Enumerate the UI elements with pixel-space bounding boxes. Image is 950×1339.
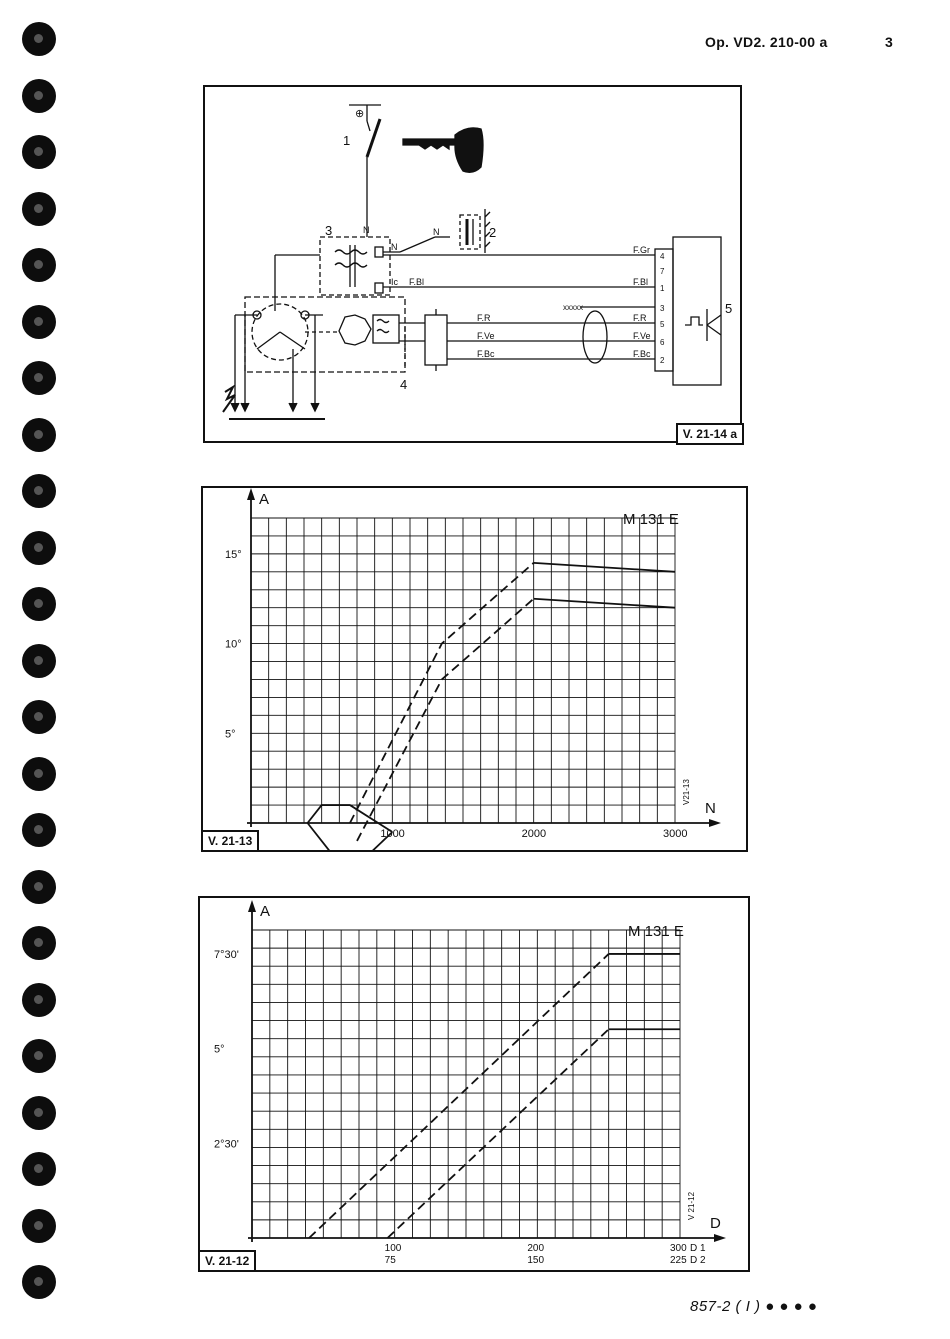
- wire-fve: F.Ve: [477, 331, 495, 341]
- series-line: [309, 954, 609, 1238]
- pin-5: 5: [660, 320, 665, 329]
- label-5: 5: [725, 301, 733, 316]
- binder-hole: [22, 757, 56, 791]
- chart1-ref: V. 21-13: [201, 830, 259, 852]
- pin-6: 6: [660, 338, 665, 347]
- pressure-switch: [460, 215, 480, 249]
- binder-hole: [22, 418, 56, 452]
- wire-n-top: N: [363, 225, 370, 235]
- wiring-diagram: [203, 85, 742, 443]
- binder-hole: [22, 700, 56, 734]
- y-tick-label: 5°: [214, 1043, 225, 1056]
- ignition-module: [673, 237, 721, 385]
- battery-label: ⊕: [355, 108, 365, 120]
- x-tick-label-d2: 225: [670, 1255, 687, 1266]
- wire-n-switch: N: [433, 227, 440, 237]
- x-axis-arrow: [709, 819, 721, 827]
- chart2-svg: [200, 898, 748, 1270]
- binder-hole: [22, 79, 56, 113]
- pin-1: 1: [660, 284, 665, 293]
- label-3: 3: [325, 223, 333, 238]
- x-tick-label: 1000: [380, 828, 405, 840]
- y-tick-label: 7°30': [214, 948, 239, 961]
- model-label: M 131 E: [628, 923, 684, 940]
- binder-hole: [22, 1265, 56, 1299]
- page-number: 3: [885, 34, 893, 50]
- wire-n-coil: N: [391, 242, 398, 252]
- ignition-key-icon: [403, 128, 483, 172]
- series-line: [388, 1029, 609, 1238]
- binder-hole: [22, 587, 56, 621]
- grid: [252, 930, 680, 1238]
- side-reference: V21-13: [682, 779, 691, 805]
- x-tick-label-d1: 100: [384, 1243, 402, 1254]
- y-tick-label: 15°: [225, 548, 242, 561]
- chart1-svg: [203, 488, 746, 850]
- wire-xx: xxxxx: [563, 303, 583, 312]
- binder-hole: [22, 135, 56, 169]
- side-reference: V 21-12: [687, 1191, 696, 1220]
- pickup-rotor: [339, 315, 371, 345]
- pin-7: 7: [660, 267, 665, 276]
- binder-hole: [22, 870, 56, 904]
- connector: [425, 315, 447, 365]
- binder-hole: [22, 644, 56, 678]
- distributor-box: [245, 297, 405, 372]
- binder-hole: [22, 813, 56, 847]
- wire-ic: Ic: [391, 277, 399, 287]
- wire-fr: F.R: [477, 313, 491, 323]
- binder-hole: [22, 305, 56, 339]
- binder-hole: [22, 361, 56, 395]
- pin-2: 2: [660, 356, 665, 365]
- pin-3: 3: [660, 304, 665, 313]
- x-axis-sublabel: D 1: [690, 1243, 706, 1254]
- diagram-ref: V. 21-14 a: [676, 423, 744, 445]
- y-axis-arrow: [248, 900, 256, 912]
- binder-hole: [22, 983, 56, 1017]
- footer-code: 857-2 ( I ) ● ● ● ●: [690, 1298, 818, 1315]
- advance-vs-rpm-chart: [201, 486, 748, 852]
- wire-fgr-right: F.Gr: [633, 245, 650, 255]
- wire-fbl-right: F.Bl: [633, 277, 649, 287]
- wiring-diagram-svg: [205, 87, 740, 441]
- label-4: 4: [400, 377, 408, 392]
- binder-hole: [22, 531, 56, 565]
- grid: [251, 518, 675, 823]
- x-tick-label-d1: 200: [527, 1243, 545, 1254]
- ignition-switch: [367, 119, 380, 157]
- binder-hole: [22, 248, 56, 282]
- shield-loop: [583, 311, 607, 363]
- advance-vs-depression-chart: [198, 896, 750, 1272]
- binder-hole: [22, 1152, 56, 1186]
- x-tick-label: 3000: [663, 828, 688, 840]
- x-axis-sublabel: D 2: [690, 1255, 706, 1266]
- wire-fve-right: F.Ve: [633, 331, 651, 341]
- binder-hole: [22, 192, 56, 226]
- y-axis-label: A: [259, 491, 270, 508]
- x-tick-label-d1: 300: [670, 1243, 687, 1254]
- wire-fbc-right: F.Bc: [633, 349, 651, 359]
- y-axis-label: A: [260, 903, 271, 920]
- x-axis-label: N: [705, 800, 716, 817]
- series-line: [350, 563, 534, 823]
- model-label: M 131 E: [623, 511, 679, 528]
- pin-4: 4: [660, 252, 665, 261]
- chart2-ref: V. 21-12: [198, 1250, 256, 1272]
- y-tick-label: 5°: [225, 728, 236, 741]
- x-axis-arrow: [714, 1234, 726, 1242]
- label-2: 2: [489, 225, 497, 240]
- x-axis-label: D: [710, 1215, 721, 1232]
- binder-hole: [22, 1209, 56, 1243]
- binder-hole: [22, 926, 56, 960]
- y-axis-arrow: [247, 488, 255, 500]
- binder-holes: [22, 22, 58, 1322]
- x-tick-label-d2: 150: [527, 1255, 545, 1266]
- binder-hole: [22, 1096, 56, 1130]
- document-reference: Op. VD2. 210-00 a: [705, 34, 828, 50]
- binder-hole: [22, 474, 56, 508]
- wire-fbc: F.Bc: [477, 349, 495, 359]
- wire-fr-right: F.R: [633, 313, 647, 323]
- y-tick-label: 2°30': [214, 1138, 239, 1151]
- wire-fbl: F.Bl: [409, 277, 425, 287]
- x-tick-label-d2: 75: [384, 1255, 396, 1266]
- y-tick-label: 10°: [225, 638, 242, 651]
- binder-hole: [22, 22, 56, 56]
- binder-hole: [22, 1039, 56, 1073]
- label-1: 1: [343, 133, 351, 148]
- x-tick-label: 2000: [521, 828, 547, 840]
